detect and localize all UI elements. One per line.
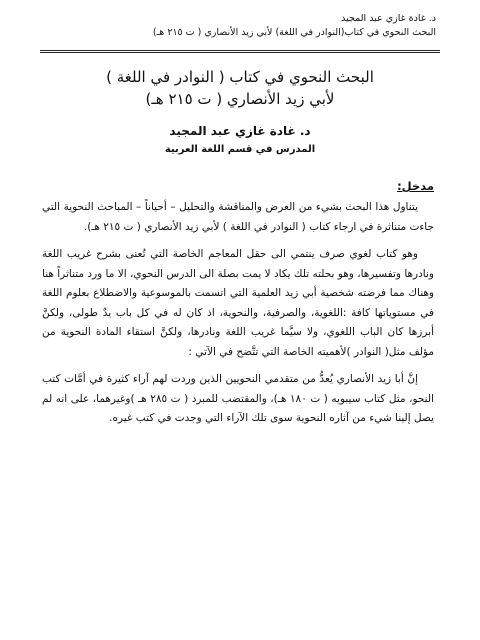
author-affiliation: المدرس في قسم اللغة العربية [164,144,316,155]
section-heading: مدخل: [397,179,434,193]
body-text [42,198,434,437]
body-paragraph: يتناول هذا البحث بشيء من العرض والمناقشة والتحليل – أحياناً – المباحث النحوية التي جاءت متناثرة في ارجاء كتاب ( النوادر في اللغة ) لأبي زيد الأنصاري ( ت ٢١٥ هـ). [42,201,434,233]
paper-title-line-1: البحث النحوي في كتاب ( النوادر في اللغة ) [106,68,374,86]
running-header [36,12,436,40]
body-paragraph: وهو كتاب لغوي صرف ينتمي الى حقل المعاجم الخاصة التي تُعنى بشرح غريب اللغة ونادرها وتفسيرها، وهو بحلته تلك يكاد لا يمت بصلة الى الدرس النحوي، الا ما ورد متناثراً هنا وهناك مما فرضته شخصية أبي زيد العلمية التي اتسمت بالموسوعية والاضطلاع بعلوم اللغة في مستوياتها كافة :اللغوية، والصرفية، والنحوية، اذ كان له في كل باب يدٌ طولى، ولكنَّ أبرزها كان الباب اللغوي، ولا سيَّما غريب اللغة ونادرها، ولكنَّ استقاء المادة النحوية من مؤلف مثل( النوادر )لأهميته الخاصة التي تتَّضح في الآتي : [42,248,434,358]
author-name: د. غادة غازي عبد المجيد [169,124,311,138]
header-rule-bottom [40,52,440,53]
running-header-title: البحث النحوي في كتاب(النوادر في اللغة) لأبي زيد الأنصاري ( ت ٢١٥ هـ) [152,27,436,38]
paper-title-line-2: لأبي زيد الأنصاري ( ت ٢١٥ هـ) [145,90,335,108]
paper-title [40,66,440,110]
body-paragraph: إنَّ أبا زيد الأنصاري يُعدُّ من متقدمي النحويين الذين وردت لهم آراء كثيرة في أمَّات كتب النحو، مثل كتاب سيبويه ( ت ١٨٠ هـ)، والمقتضب للمبرد ( ت ٢٨٥ هـ )وغيرهما، على انه لم يصل إلينا شيء من آثاره النحوية سوى تلك الآراء التي وجدت في كتب غيره. [42,373,434,424]
header-rule-top [40,50,440,51]
running-header-author: د. غادة غازي عبد المجيد [341,13,436,24]
